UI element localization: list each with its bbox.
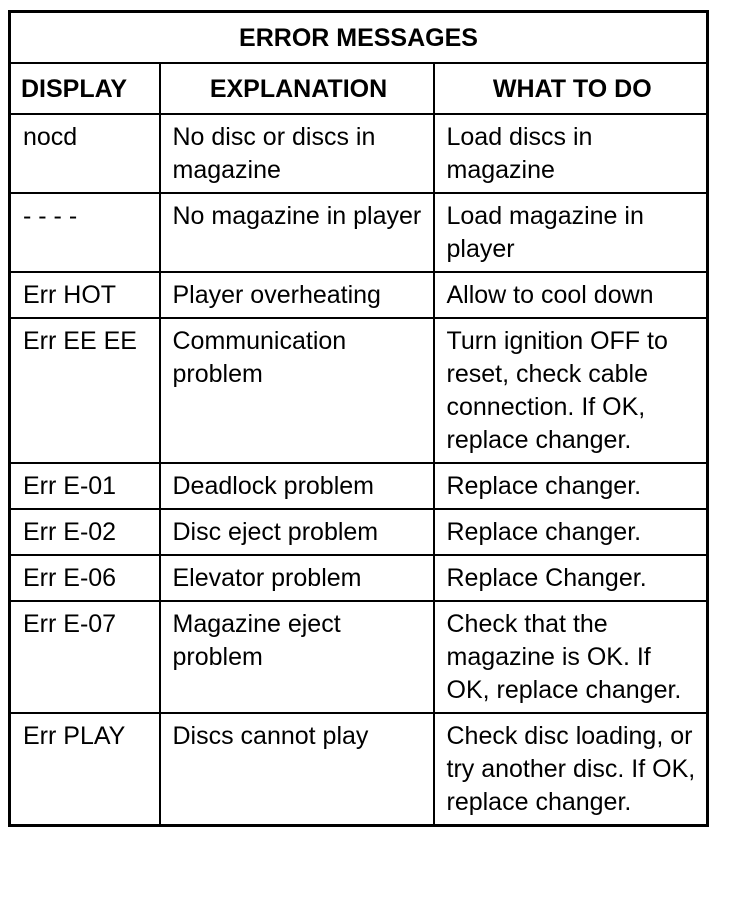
action-cell: Load discs in magazine — [434, 114, 708, 193]
header-explanation: EXPLANATION — [160, 63, 434, 114]
explanation-cell: Deadlock problem — [160, 463, 434, 509]
display-cell: - - - - — [10, 193, 160, 272]
action-cell: Check that the magazine is OK. If OK, replace changer. — [434, 601, 708, 713]
display-cell: Err E-01 — [10, 463, 160, 509]
action-cell: Replace changer. — [434, 509, 708, 555]
explanation-cell: Magazine eject problem — [160, 601, 434, 713]
explanation-cell: No magazine in player — [160, 193, 434, 272]
table-row — [10, 272, 708, 318]
table-row — [10, 463, 708, 509]
display-cell: Err EE EE — [10, 318, 160, 463]
display-cell: Err HOT — [10, 272, 160, 318]
action-cell: Allow to cool down — [434, 272, 708, 318]
action-cell: Load magazine in player — [434, 193, 708, 272]
explanation-cell: Elevator problem — [160, 555, 434, 601]
explanation-cell: Communication problem — [160, 318, 434, 463]
header-display: DISPLAY — [10, 63, 160, 114]
header-row — [10, 63, 708, 114]
display-cell: Err E-06 — [10, 555, 160, 601]
table-row — [10, 114, 708, 193]
header-what-to-do: WHAT TO DO — [434, 63, 708, 114]
table-row — [10, 601, 708, 713]
explanation-cell: Player overheating — [160, 272, 434, 318]
table-row — [10, 555, 708, 601]
display-cell: nocd — [10, 114, 160, 193]
display-cell: Err PLAY — [10, 713, 160, 826]
explanation-cell: Disc eject problem — [160, 509, 434, 555]
explanation-cell: Discs cannot play — [160, 713, 434, 826]
table-row — [10, 713, 708, 826]
display-cell: Err E-07 — [10, 601, 160, 713]
error-messages-table — [8, 10, 709, 827]
action-cell: Turn ignition OFF to reset, check cable connection. If OK, replace changer. — [434, 318, 708, 463]
action-cell: Replace changer. — [434, 463, 708, 509]
table-row — [10, 318, 708, 463]
action-cell: Replace Changer. — [434, 555, 708, 601]
display-cell: Err E-02 — [10, 509, 160, 555]
title-row — [10, 12, 708, 64]
table-row — [10, 509, 708, 555]
table-row — [10, 193, 708, 272]
explanation-cell: No disc or discs in magazine — [160, 114, 434, 193]
action-cell: Check disc loading, or try another disc. If OK, replace changer. — [434, 713, 708, 826]
table-title: ERROR MESSAGES — [10, 12, 708, 64]
